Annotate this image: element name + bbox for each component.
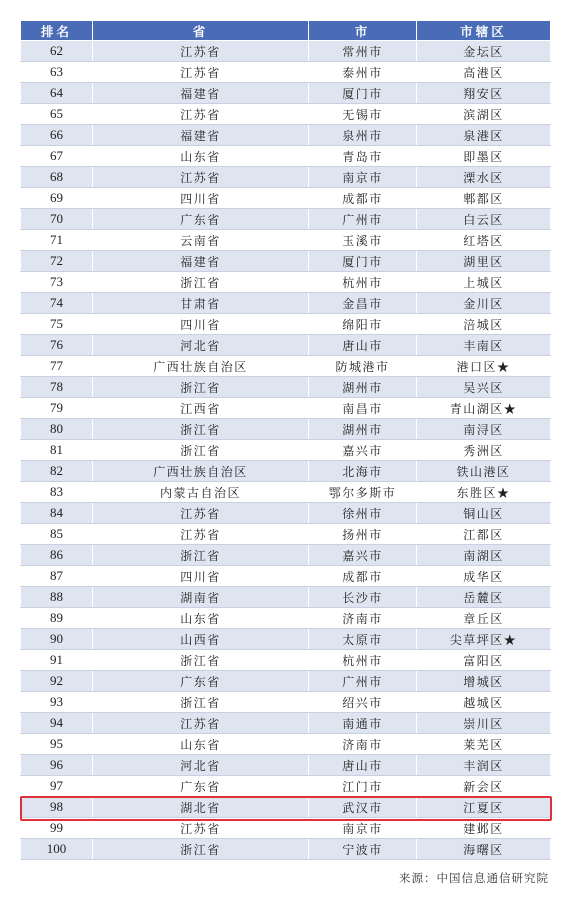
province-cell: 内蒙古自治区 — [93, 482, 309, 503]
district-cell: 泉港区 — [417, 125, 551, 146]
district-cell: 翔安区 — [417, 83, 551, 104]
district-cell: 吴兴区 — [417, 377, 551, 398]
table-row — [21, 671, 551, 692]
district-cell: 富阳区 — [417, 650, 551, 671]
province-cell: 福建省 — [93, 251, 309, 272]
city-cell: 厦门市 — [309, 251, 417, 272]
rank-cell: 81 — [21, 440, 93, 461]
city-cell: 杭州市 — [309, 272, 417, 293]
city-cell: 扬州市 — [309, 524, 417, 545]
rank-cell: 89 — [21, 608, 93, 629]
table-row — [21, 83, 551, 104]
rank-cell: 83 — [21, 482, 93, 503]
rank-cell: 75 — [21, 314, 93, 335]
rank-cell: 98 — [21, 797, 93, 818]
city-cell: 湖州市 — [309, 419, 417, 440]
district-cell: 章丘区 — [417, 608, 551, 629]
table-row — [21, 335, 551, 356]
district-cell: 建邺区 — [417, 818, 551, 839]
rank-cell: 64 — [21, 83, 93, 104]
province-cell: 浙江省 — [93, 440, 309, 461]
district-cell: 东胜区★ — [417, 482, 551, 503]
city-cell: 杭州市 — [309, 650, 417, 671]
district-cell: 丰润区 — [417, 755, 551, 776]
header-province: 省 — [93, 21, 309, 41]
table-row — [21, 587, 551, 608]
rank-cell: 66 — [21, 125, 93, 146]
table-row — [21, 209, 551, 230]
province-cell: 浙江省 — [93, 692, 309, 713]
table-row — [21, 251, 551, 272]
city-cell: 防城港市 — [309, 356, 417, 377]
ranking-table-container — [20, 20, 550, 860]
city-cell: 武汉市 — [309, 797, 417, 818]
city-cell: 厦门市 — [309, 83, 417, 104]
province-cell: 广东省 — [93, 776, 309, 797]
city-cell: 江门市 — [309, 776, 417, 797]
city-cell: 玉溪市 — [309, 230, 417, 251]
province-cell: 江苏省 — [93, 104, 309, 125]
district-cell: 涪城区 — [417, 314, 551, 335]
rank-cell: 80 — [21, 419, 93, 440]
district-cell: 溧水区 — [417, 167, 551, 188]
province-cell: 甘肃省 — [93, 293, 309, 314]
city-cell: 泉州市 — [309, 125, 417, 146]
rank-cell: 97 — [21, 776, 93, 797]
rank-cell: 88 — [21, 587, 93, 608]
rank-cell: 100 — [21, 839, 93, 860]
province-cell: 四川省 — [93, 314, 309, 335]
city-cell: 无锡市 — [309, 104, 417, 125]
district-cell: 上城区 — [417, 272, 551, 293]
city-cell: 常州市 — [309, 41, 417, 62]
table-row — [21, 167, 551, 188]
district-cell: 越城区 — [417, 692, 551, 713]
city-cell: 徐州市 — [309, 503, 417, 524]
ranking-table — [20, 20, 551, 860]
province-cell: 浙江省 — [93, 272, 309, 293]
rank-cell: 84 — [21, 503, 93, 524]
district-cell: 铁山港区 — [417, 461, 551, 482]
district-cell: 新会区 — [417, 776, 551, 797]
district-cell: 南湖区 — [417, 545, 551, 566]
province-cell: 江苏省 — [93, 503, 309, 524]
table-row — [21, 41, 551, 62]
district-cell: 海曙区 — [417, 839, 551, 860]
city-cell: 长沙市 — [309, 587, 417, 608]
district-cell: 江都区 — [417, 524, 551, 545]
province-cell: 河北省 — [93, 335, 309, 356]
province-cell: 四川省 — [93, 566, 309, 587]
rank-cell: 63 — [21, 62, 93, 83]
table-row — [21, 692, 551, 713]
city-cell: 金昌市 — [309, 293, 417, 314]
table-row — [21, 629, 551, 650]
rank-cell: 77 — [21, 356, 93, 377]
table-row — [21, 314, 551, 335]
province-cell: 浙江省 — [93, 839, 309, 860]
table-row — [21, 545, 551, 566]
province-cell: 江苏省 — [93, 818, 309, 839]
table-row — [21, 272, 551, 293]
rank-cell: 99 — [21, 818, 93, 839]
district-cell: 湖里区 — [417, 251, 551, 272]
table-row — [21, 188, 551, 209]
province-cell: 江苏省 — [93, 524, 309, 545]
province-cell: 山西省 — [93, 629, 309, 650]
table-row — [21, 797, 551, 818]
rank-cell: 93 — [21, 692, 93, 713]
table-row — [21, 734, 551, 755]
city-cell: 鄂尔多斯市 — [309, 482, 417, 503]
table-row — [21, 713, 551, 734]
table-row — [21, 461, 551, 482]
province-cell: 江苏省 — [93, 167, 309, 188]
city-cell: 绵阳市 — [309, 314, 417, 335]
province-cell: 浙江省 — [93, 419, 309, 440]
table-row — [21, 818, 551, 839]
province-cell: 山东省 — [93, 734, 309, 755]
rank-cell: 65 — [21, 104, 93, 125]
table-row — [21, 356, 551, 377]
rank-cell: 67 — [21, 146, 93, 167]
rank-cell: 68 — [21, 167, 93, 188]
province-cell: 河北省 — [93, 755, 309, 776]
rank-cell: 72 — [21, 251, 93, 272]
district-cell: 成华区 — [417, 566, 551, 587]
rank-cell: 85 — [21, 524, 93, 545]
city-cell: 泰州市 — [309, 62, 417, 83]
rank-cell: 62 — [21, 41, 93, 62]
province-cell: 江西省 — [93, 398, 309, 419]
district-cell: 增城区 — [417, 671, 551, 692]
province-cell: 江苏省 — [93, 713, 309, 734]
district-cell: 岳麓区 — [417, 587, 551, 608]
district-cell: 金川区 — [417, 293, 551, 314]
district-cell: 高港区 — [417, 62, 551, 83]
rank-cell: 95 — [21, 734, 93, 755]
district-cell: 白云区 — [417, 209, 551, 230]
province-cell: 江苏省 — [93, 62, 309, 83]
table-row — [21, 503, 551, 524]
province-cell: 四川省 — [93, 188, 309, 209]
table-body — [21, 41, 551, 860]
province-cell: 浙江省 — [93, 545, 309, 566]
rank-cell: 74 — [21, 293, 93, 314]
table-row — [21, 650, 551, 671]
district-cell: 滨湖区 — [417, 104, 551, 125]
city-cell: 成都市 — [309, 188, 417, 209]
source-note: 来源：中国信息通信研究院 — [399, 871, 549, 885]
table-row — [21, 524, 551, 545]
city-cell: 嘉兴市 — [309, 440, 417, 461]
table-row — [21, 419, 551, 440]
rank-cell: 71 — [21, 230, 93, 251]
province-cell: 浙江省 — [93, 377, 309, 398]
city-cell: 南昌市 — [309, 398, 417, 419]
district-cell: 崇川区 — [417, 713, 551, 734]
province-cell: 山东省 — [93, 608, 309, 629]
header-row — [21, 21, 551, 41]
table-row — [21, 482, 551, 503]
district-cell: 港口区★ — [417, 356, 551, 377]
header-city: 市 — [309, 21, 417, 41]
city-cell: 太原市 — [309, 629, 417, 650]
rank-cell: 82 — [21, 461, 93, 482]
rank-cell: 92 — [21, 671, 93, 692]
province-cell: 广东省 — [93, 671, 309, 692]
table-row — [21, 398, 551, 419]
province-cell: 广东省 — [93, 209, 309, 230]
district-cell: 南浔区 — [417, 419, 551, 440]
rank-cell: 96 — [21, 755, 93, 776]
city-cell: 北海市 — [309, 461, 417, 482]
province-cell: 福建省 — [93, 125, 309, 146]
province-cell: 福建省 — [93, 83, 309, 104]
header-rank: 排名 — [21, 21, 93, 41]
city-cell: 青岛市 — [309, 146, 417, 167]
city-cell: 广州市 — [309, 671, 417, 692]
district-cell: 红塔区 — [417, 230, 551, 251]
city-cell: 绍兴市 — [309, 692, 417, 713]
district-cell: 即墨区 — [417, 146, 551, 167]
province-cell: 广西壮族自治区 — [93, 461, 309, 482]
city-cell: 宁波市 — [309, 839, 417, 860]
table-row — [21, 104, 551, 125]
city-cell: 湖州市 — [309, 377, 417, 398]
table-row — [21, 377, 551, 398]
rank-cell: 69 — [21, 188, 93, 209]
table-row — [21, 146, 551, 167]
table-row — [21, 125, 551, 146]
rank-cell: 78 — [21, 377, 93, 398]
table-row — [21, 293, 551, 314]
rank-cell: 73 — [21, 272, 93, 293]
province-cell: 广西壮族自治区 — [93, 356, 309, 377]
table-row — [21, 440, 551, 461]
header-district: 市辖区 — [417, 21, 551, 41]
city-cell: 广州市 — [309, 209, 417, 230]
city-cell: 唐山市 — [309, 335, 417, 356]
table-row — [21, 230, 551, 251]
district-cell: 金坛区 — [417, 41, 551, 62]
district-cell: 青山湖区★ — [417, 398, 551, 419]
city-cell: 南通市 — [309, 713, 417, 734]
province-cell: 云南省 — [93, 230, 309, 251]
city-cell: 唐山市 — [309, 755, 417, 776]
city-cell: 南京市 — [309, 167, 417, 188]
province-cell: 湖北省 — [93, 797, 309, 818]
city-cell: 济南市 — [309, 608, 417, 629]
table-row — [21, 608, 551, 629]
table-row — [21, 776, 551, 797]
city-cell: 济南市 — [309, 734, 417, 755]
district-cell: 江夏区 — [417, 797, 551, 818]
rank-cell: 76 — [21, 335, 93, 356]
district-cell: 郫都区 — [417, 188, 551, 209]
table-row — [21, 839, 551, 860]
city-cell: 南京市 — [309, 818, 417, 839]
rank-cell: 87 — [21, 566, 93, 587]
province-cell: 浙江省 — [93, 650, 309, 671]
table-header — [21, 21, 551, 41]
rank-cell: 79 — [21, 398, 93, 419]
rank-cell: 70 — [21, 209, 93, 230]
city-cell: 成都市 — [309, 566, 417, 587]
district-cell: 丰南区 — [417, 335, 551, 356]
table-row — [21, 566, 551, 587]
rank-cell: 86 — [21, 545, 93, 566]
district-cell: 尖草坪区★ — [417, 629, 551, 650]
rank-cell: 90 — [21, 629, 93, 650]
rank-cell: 91 — [21, 650, 93, 671]
province-cell: 山东省 — [93, 146, 309, 167]
district-cell: 铜山区 — [417, 503, 551, 524]
province-cell: 湖南省 — [93, 587, 309, 608]
table-row — [21, 755, 551, 776]
city-cell: 嘉兴市 — [309, 545, 417, 566]
province-cell: 江苏省 — [93, 41, 309, 62]
district-cell: 莱芜区 — [417, 734, 551, 755]
table-row — [21, 62, 551, 83]
district-cell: 秀洲区 — [417, 440, 551, 461]
rank-cell: 94 — [21, 713, 93, 734]
